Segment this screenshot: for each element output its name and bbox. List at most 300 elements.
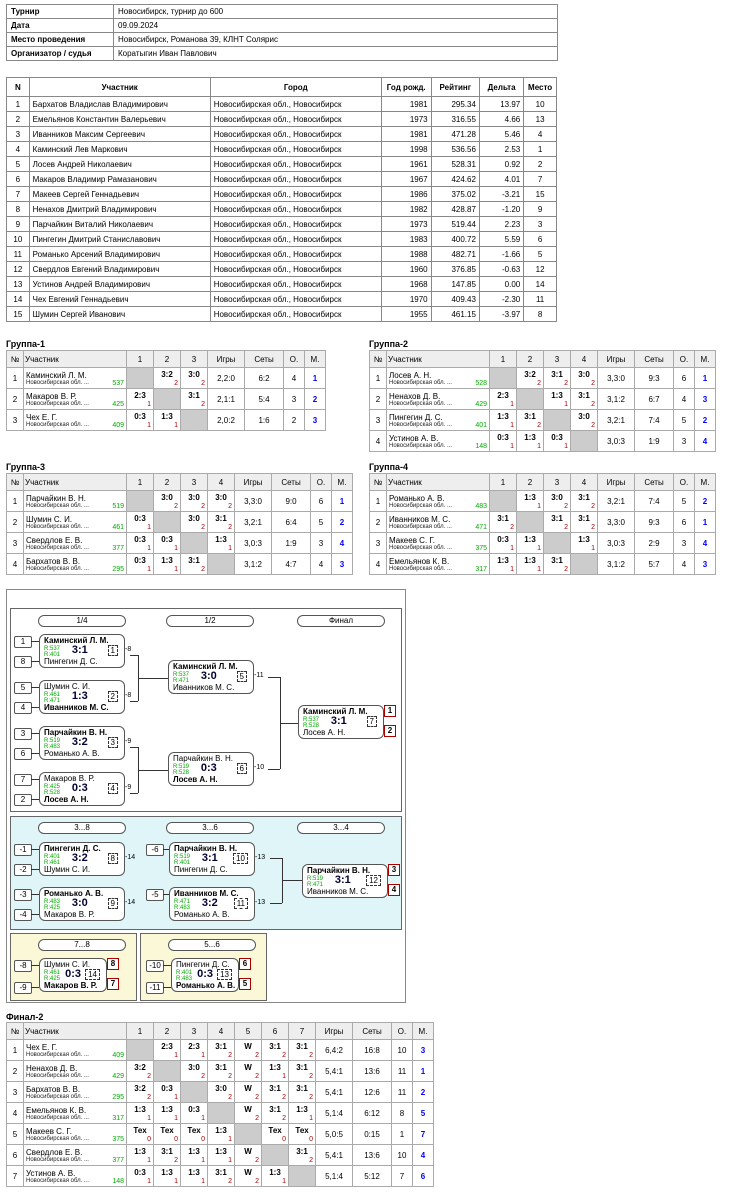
- player-name: Ненахов Д. В.: [26, 1063, 78, 1073]
- participant-cell: 0.00: [479, 277, 523, 292]
- group-title: Группа-1: [6, 339, 46, 349]
- group-games: 2,0:2: [208, 410, 245, 431]
- group-place: 3: [413, 1040, 434, 1061]
- group-points: 5: [311, 512, 332, 533]
- group-diagonal-cell: [262, 1145, 289, 1166]
- match-points: 2: [255, 1156, 259, 1164]
- participant-cell: 376.85: [431, 262, 479, 277]
- participant-cell: 1988: [381, 247, 431, 262]
- group-sets: 9:0: [272, 491, 311, 512]
- group-row: [7, 1082, 434, 1103]
- match-score: 3:2: [71, 736, 88, 748]
- match-points: 1: [201, 1051, 205, 1059]
- match-points: 1: [537, 544, 541, 552]
- group-player: [24, 512, 127, 533]
- match-score: 3:0: [188, 1062, 200, 1072]
- player-city: Новосибирская обл. ...: [26, 1072, 89, 1079]
- match-number: 4: [108, 783, 118, 794]
- match-player-2: Иванников М. С.: [307, 887, 369, 896]
- group-place: 1: [413, 1061, 434, 1082]
- group-sets: 4:7: [272, 554, 311, 575]
- match-score: 1:3: [215, 1125, 227, 1135]
- match-points: 1: [174, 421, 178, 429]
- participant-row: [7, 232, 557, 247]
- match-points: 2: [201, 502, 205, 510]
- match-score-cell: [571, 533, 598, 554]
- group-col-opponent: 4: [208, 1023, 235, 1040]
- match-score: 3:1: [296, 1041, 308, 1051]
- player-rating: 148: [112, 1178, 124, 1185]
- info-key: Место проведения: [7, 33, 114, 47]
- match-score-cell: [181, 512, 208, 533]
- match-score-cell: [127, 533, 154, 554]
- match-number: 7: [367, 716, 377, 727]
- seed-number: -3: [14, 889, 32, 901]
- round-label: 1/4: [38, 615, 126, 627]
- group-points: 4: [674, 554, 695, 575]
- bracket-line: [163, 987, 171, 988]
- participant-cell: -2.30: [479, 292, 523, 307]
- player-rating: 537: [112, 380, 124, 387]
- match-score: Тех: [268, 1125, 282, 1135]
- bracket-line: [31, 894, 39, 895]
- participant-cell: Новосибирская обл., Новосибирск: [210, 142, 381, 157]
- match-number: 14: [85, 969, 100, 980]
- match-score: 3:1: [269, 1104, 281, 1114]
- seed-number: -1: [14, 844, 32, 856]
- match-points: 2: [309, 1051, 313, 1059]
- group-sets: 1:6: [245, 410, 284, 431]
- player-city: Новосибирская обл. ...: [26, 379, 89, 386]
- participant-cell: -0.63: [479, 262, 523, 277]
- match-score-cell: [571, 491, 598, 512]
- participant-cell: 1: [7, 97, 30, 112]
- participant-cell: Новосибирская обл., Новосибирск: [210, 127, 381, 142]
- match-rating-2: R:483: [44, 744, 61, 750]
- match-score: 1:3: [161, 1104, 173, 1114]
- group-points: 11: [392, 1082, 413, 1103]
- player-city: Новосибирская обл. ...: [26, 1135, 89, 1142]
- group-row-n: 3: [7, 1082, 24, 1103]
- participant-cell: 7: [524, 172, 557, 187]
- player-city: Новосибирская обл. ...: [26, 1051, 89, 1058]
- group-col-opponent: 1: [127, 1023, 154, 1040]
- match-points: 1: [174, 544, 178, 552]
- group-col-summary: О.: [392, 1023, 413, 1040]
- group-col-summary: Игры: [316, 1023, 353, 1040]
- group-place: 5: [413, 1103, 434, 1124]
- group-games: 3,0:3: [598, 533, 635, 554]
- participant-cell: -3.21: [479, 187, 523, 202]
- match-score: Тех: [133, 1125, 147, 1135]
- match-score: 1:3: [524, 432, 536, 442]
- group-row-n: 2: [7, 1061, 24, 1082]
- player-city: Новосибирская обл. ...: [389, 502, 452, 509]
- match-score: 3:1: [215, 1041, 227, 1051]
- match-score-cell: [127, 1145, 154, 1166]
- match-score: 1:3: [551, 390, 563, 400]
- group-col-opponent: 2: [154, 351, 181, 368]
- group-games: 3,0:3: [235, 533, 272, 554]
- loser-destination: -8: [125, 646, 132, 653]
- participant-cell: Новосибирская обл., Новосибирск: [210, 112, 381, 127]
- match-score: 3:0: [215, 492, 227, 502]
- match-score: 1:3: [215, 1146, 227, 1156]
- match-points: 1: [147, 1114, 151, 1122]
- match-score: 2:3: [161, 1041, 173, 1051]
- match-points: 1: [282, 1072, 286, 1080]
- match-points: 2: [255, 1072, 259, 1080]
- match-points: 2: [282, 1093, 286, 1101]
- match-player-1: Шумин С. И.: [44, 960, 91, 969]
- participant-row: [7, 172, 557, 187]
- player-city: Новосибирская обл. ...: [389, 421, 452, 428]
- group-points: 1: [392, 1124, 413, 1145]
- group-col-summary: О.: [311, 474, 332, 491]
- group-title: Группа-4: [369, 462, 409, 472]
- match-score: 0:3: [134, 411, 146, 421]
- column-header: Участник: [29, 78, 210, 97]
- participant-cell: 1973: [381, 112, 431, 127]
- group-row-n: 2: [7, 389, 24, 410]
- group-place: 1: [332, 491, 353, 512]
- participant-cell: 1982: [381, 202, 431, 217]
- participant-cell: 482.71: [431, 247, 479, 262]
- match-score: 1:3: [134, 1146, 146, 1156]
- participant-cell: 461.15: [431, 307, 479, 322]
- group-player: [387, 533, 490, 554]
- match-score: 3:0: [578, 369, 590, 379]
- group-diagonal-cell: [127, 1040, 154, 1061]
- match-player-1: Парчайкин В. Н.: [307, 866, 371, 875]
- match-score-cell: [262, 1124, 289, 1145]
- match-score: 2:3: [134, 390, 146, 400]
- match-score: 3:1: [188, 390, 200, 400]
- bracket-line: [31, 687, 39, 688]
- group-diagonal-cell: [544, 410, 571, 431]
- group-table: [6, 473, 353, 575]
- match-score-cell: [544, 491, 571, 512]
- participants-header: [7, 78, 557, 97]
- player-name: Шумин С. И.: [26, 514, 73, 524]
- participant-cell: Емельянов Константин Валерьевич: [29, 112, 210, 127]
- participant-cell: 6: [7, 172, 30, 187]
- bracket-match: [171, 958, 239, 992]
- group-place: 2: [305, 389, 326, 410]
- seed-number: 3: [14, 728, 32, 740]
- match-number: 6: [237, 763, 247, 774]
- match-score-cell: [235, 1082, 262, 1103]
- match-points: 2: [591, 502, 595, 510]
- match-score-cell: [571, 512, 598, 533]
- match-score-cell: [289, 1061, 316, 1082]
- match-score-cell: [208, 1082, 235, 1103]
- group-games: 3,3:0: [598, 368, 635, 389]
- match-score-cell: [517, 491, 544, 512]
- match-points: 2: [228, 523, 232, 531]
- match-score-cell: [208, 491, 235, 512]
- participant-cell: 15: [524, 187, 557, 202]
- group-diagonal-cell: [181, 410, 208, 431]
- player-rating: 295: [112, 566, 124, 573]
- match-score: 3:1: [215, 1062, 227, 1072]
- bracket-match: [39, 772, 125, 806]
- match-number: 9: [108, 898, 118, 909]
- player-name: Макаров В. Р.: [26, 391, 77, 401]
- match-score-cell: [127, 1103, 154, 1124]
- round-label: 5...6: [168, 939, 256, 951]
- bracket-match: [298, 705, 384, 739]
- player-name: Устинов А. В.: [389, 433, 439, 443]
- group-diagonal-cell: [154, 1061, 181, 1082]
- player-name: Пингегин Д. С.: [389, 412, 443, 422]
- group-row: [7, 491, 353, 512]
- match-score-cell: [154, 1145, 181, 1166]
- info-row: [7, 5, 558, 19]
- participant-row: [7, 142, 557, 157]
- match-rating-2: R:528: [303, 723, 320, 729]
- match-player-2: Иванников М. С.: [173, 683, 235, 692]
- match-points: 1: [564, 400, 568, 408]
- match-score: W: [244, 1062, 252, 1072]
- group-points: 10: [392, 1040, 413, 1061]
- group-games: 5,1:4: [316, 1103, 353, 1124]
- match-score: 3:1: [578, 492, 590, 502]
- match-score: 3:1: [296, 1083, 308, 1093]
- group-place: 4: [413, 1145, 434, 1166]
- loser-destination: -9: [125, 784, 132, 791]
- match-score: 1:3: [215, 534, 227, 544]
- info-key: Дата: [7, 19, 114, 33]
- match-score: 3:0: [188, 369, 200, 379]
- match-score-cell: [127, 1124, 154, 1145]
- bracket-line: [31, 779, 39, 780]
- group-col-opponent: 3: [181, 351, 208, 368]
- group-col-opponent: 7: [289, 1023, 316, 1040]
- match-player-2: Романько А. В.: [174, 910, 230, 919]
- column-header: Рейтинг: [431, 78, 479, 97]
- player-name: Свердлов Е. В.: [26, 535, 83, 545]
- group-table: [369, 350, 716, 452]
- match-score: 3:2: [201, 897, 218, 909]
- group-col-summary: Сеты: [245, 351, 284, 368]
- match-score: W: [244, 1167, 252, 1177]
- participant-cell: 5.46: [479, 127, 523, 142]
- match-score: 1:3: [161, 411, 173, 421]
- match-player-1: Макаров В. Р.: [44, 774, 95, 783]
- match-number: 8: [108, 853, 118, 864]
- group-col-n: №: [370, 351, 387, 368]
- bracket-line: [268, 769, 280, 770]
- group-sets: 16:8: [353, 1040, 392, 1061]
- group-place: 3: [695, 389, 716, 410]
- group-row-n: 2: [370, 389, 387, 410]
- group-diagonal-cell: [235, 1124, 262, 1145]
- column-header: Город: [210, 78, 381, 97]
- player-city: Новосибирская обл. ...: [26, 1156, 89, 1163]
- group-title: Группа-3: [6, 462, 46, 472]
- match-score: 0:3: [200, 762, 217, 774]
- match-score: 0:3: [497, 432, 509, 442]
- match-score: 3:0: [578, 411, 590, 421]
- match-points: 2: [201, 1072, 205, 1080]
- group-col-opponent: 4: [571, 474, 598, 491]
- group-games: 5,4:1: [316, 1145, 353, 1166]
- group-place: 4: [695, 533, 716, 554]
- participant-cell: 10: [7, 232, 30, 247]
- bracket-line: [31, 849, 39, 850]
- group-player: [24, 533, 127, 554]
- group-row: [370, 533, 716, 554]
- group-col-opponent: 1: [490, 351, 517, 368]
- match-points: 2: [537, 421, 541, 429]
- info-value: Коратыгин Иван Павлович: [114, 47, 558, 61]
- player-city: Новосибирская обл. ...: [26, 400, 89, 407]
- player-city: Новосибирская обл. ...: [26, 421, 89, 428]
- match-score: 3:1: [296, 1146, 308, 1156]
- match-score: 3:1: [330, 715, 347, 727]
- participant-row: [7, 127, 557, 142]
- match-points: 1: [510, 442, 514, 450]
- participant-cell: Романько Арсений Владимирович: [29, 247, 210, 262]
- participant-cell: 8: [524, 307, 557, 322]
- group-col-summary: Игры: [235, 474, 272, 491]
- match-points: 2: [255, 1051, 259, 1059]
- match-score-cell: [289, 1103, 316, 1124]
- match-score-cell: [262, 1166, 289, 1187]
- group-row: [7, 1061, 434, 1082]
- final-place: 6: [239, 958, 251, 970]
- match-score-cell: [154, 1082, 181, 1103]
- group-col-opponent: 6: [262, 1023, 289, 1040]
- match-points: 1: [282, 1177, 286, 1185]
- group-sets: 1:9: [272, 533, 311, 554]
- participant-cell: Новосибирская обл., Новосибирск: [210, 172, 381, 187]
- participants-table: [6, 77, 557, 322]
- round-label: 7...8: [38, 939, 126, 951]
- player-city: Новосибирская обл. ...: [26, 544, 89, 551]
- group-games: 3,0:3: [598, 431, 635, 452]
- participant-row: [7, 307, 557, 322]
- participant-cell: Устинов Андрей Владимирович: [29, 277, 210, 292]
- participant-cell: Новосибирская обл., Новосибирск: [210, 157, 381, 172]
- match-score-cell: [181, 1040, 208, 1061]
- bracket-match: [39, 726, 125, 760]
- group-col-opponent: 1: [490, 474, 517, 491]
- match-number: 3: [108, 737, 118, 748]
- match-points: 2: [564, 379, 568, 387]
- match-score: 1:3: [71, 690, 88, 702]
- group-row-n: 3: [370, 533, 387, 554]
- group-col-summary: Игры: [208, 351, 245, 368]
- match-player-1: Парчайкин В. Н.: [173, 754, 233, 763]
- participant-cell: 375.02: [431, 187, 479, 202]
- loser-destination: -11: [254, 672, 264, 679]
- bracket-match: [39, 958, 107, 992]
- match-points: 2: [201, 565, 205, 573]
- group-points: 6: [674, 368, 695, 389]
- group-sets: 13:6: [353, 1061, 392, 1082]
- group-col-summary: Игры: [598, 474, 635, 491]
- group-player: [387, 410, 490, 431]
- bracket-match: [39, 680, 125, 714]
- match-points: 2: [564, 565, 568, 573]
- group-sets: 5:12: [353, 1166, 392, 1187]
- match-rating-1: R:519: [173, 764, 190, 770]
- group-games: 3,2:1: [598, 410, 635, 431]
- participant-cell: 4.66: [479, 112, 523, 127]
- match-points: 0: [147, 1135, 151, 1143]
- group-row: [7, 554, 353, 575]
- match-player-2: Шумин С. И.: [44, 865, 91, 874]
- participant-cell: 5: [7, 157, 30, 172]
- bracket-line: [31, 987, 39, 988]
- seed-number: -9: [14, 982, 32, 994]
- info-row: [7, 47, 558, 61]
- match-score: 1:3: [161, 555, 173, 565]
- match-player-2: Макаров В. Р.: [44, 910, 95, 919]
- player-city: Новосибирская обл. ...: [389, 442, 452, 449]
- match-score: 3:1: [215, 513, 227, 523]
- group-col-name: Участник: [387, 474, 490, 491]
- match-points: 1: [147, 1156, 151, 1164]
- player-name: Иванников М. С.: [389, 514, 451, 524]
- match-score: 1:3: [524, 534, 536, 544]
- group-diagonal-cell: [490, 491, 517, 512]
- group-diagonal-cell: [544, 533, 571, 554]
- group-place: 1: [695, 512, 716, 533]
- participant-cell: 409.43: [431, 292, 479, 307]
- player-rating: 409: [112, 422, 124, 429]
- group-games: 3,1:2: [598, 389, 635, 410]
- participant-cell: Новосибирская обл., Новосибирск: [210, 217, 381, 232]
- group-col-n: №: [7, 351, 24, 368]
- participant-cell: 11: [524, 292, 557, 307]
- match-number: 13: [217, 969, 232, 980]
- participant-cell: Новосибирская обл., Новосибирск: [210, 307, 381, 322]
- participant-cell: 6: [524, 232, 557, 247]
- match-score-cell: [289, 1040, 316, 1061]
- match-score-cell: [154, 1166, 181, 1187]
- match-score-cell: [154, 554, 181, 575]
- final-place: 3: [388, 864, 400, 876]
- group-row: [7, 1124, 434, 1145]
- group-sets: 0:15: [353, 1124, 392, 1145]
- player-name: Парчайкин В. Н.: [26, 493, 86, 503]
- group-col-summary: М.: [305, 351, 326, 368]
- player-city: Новосибирская обл. ...: [389, 379, 452, 386]
- seed-number: 8: [14, 656, 32, 668]
- bracket-line: [138, 678, 168, 679]
- match-rating-2: R:401: [44, 652, 61, 658]
- group-games: 5,4:1: [316, 1061, 353, 1082]
- player-rating: 519: [112, 503, 124, 510]
- group-points: 11: [392, 1061, 413, 1082]
- match-points: 1: [537, 442, 541, 450]
- participant-cell: 295.34: [431, 97, 479, 112]
- match-points: 2: [201, 379, 205, 387]
- info-row: [7, 19, 558, 33]
- player-rating: 148: [475, 443, 487, 450]
- group-diagonal-cell: [571, 554, 598, 575]
- participant-cell: 2.53: [479, 142, 523, 157]
- group-games: 5,0:5: [316, 1124, 353, 1145]
- group-row: [7, 512, 353, 533]
- bracket-line: [282, 880, 302, 881]
- player-name: Бархатов В. В.: [26, 556, 81, 566]
- group-place: 7: [413, 1124, 434, 1145]
- match-rating-1: R:461: [44, 970, 61, 976]
